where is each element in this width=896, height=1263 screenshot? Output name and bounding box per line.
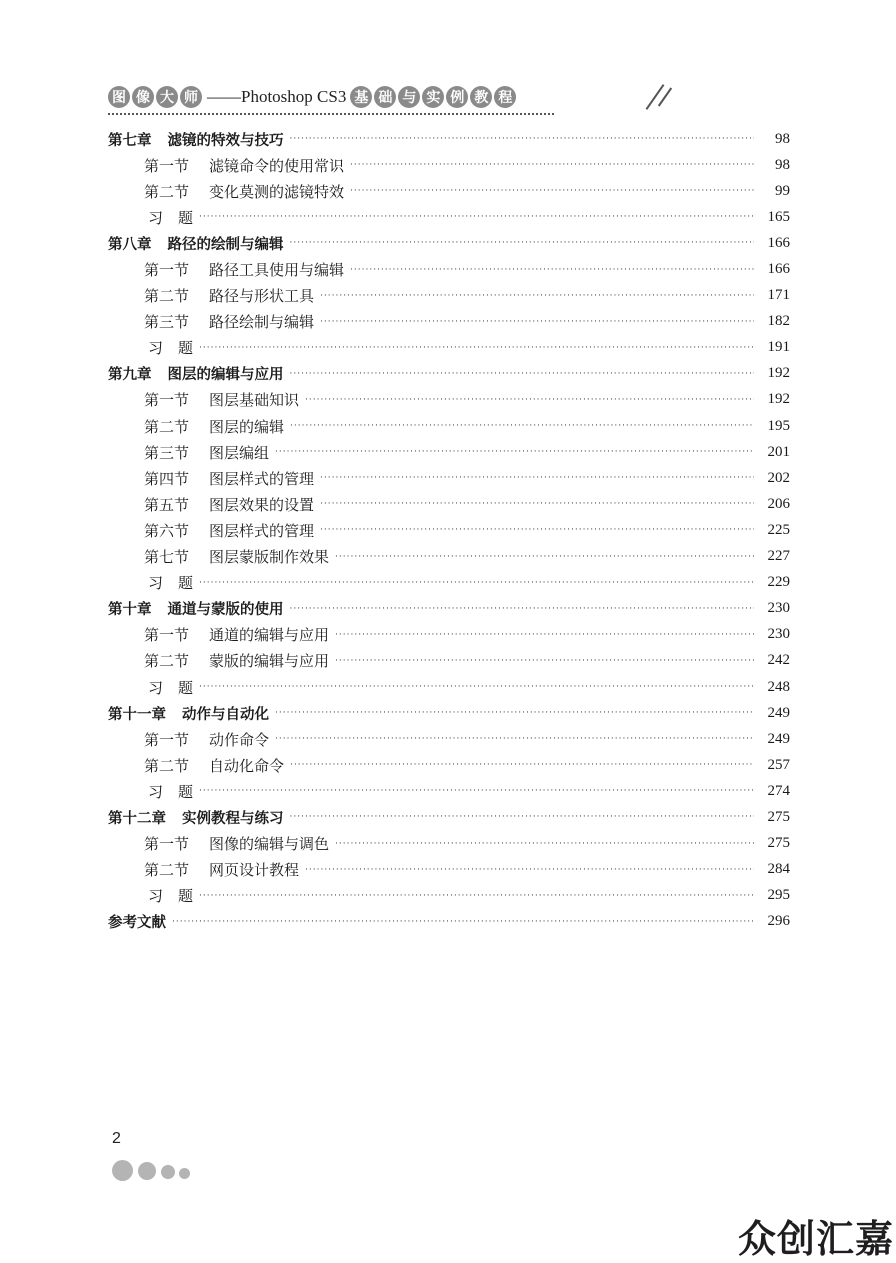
- toc-entry-title: 动作与自动化: [182, 706, 269, 723]
- header-slash-decoration: [646, 84, 665, 110]
- toc-entry-number: 第四节: [144, 469, 190, 488]
- toc-entry-title: 路径工具使用与编辑: [209, 261, 345, 280]
- toc-entry-title: 自动化命令: [209, 756, 285, 775]
- header-char: 程: [494, 86, 516, 108]
- toc-section-row: [108, 387, 790, 413]
- toc-dot-leader: [305, 392, 754, 408]
- toc-entry-number: 第二节: [144, 861, 190, 880]
- toc-entry-number: 第八章: [108, 236, 152, 253]
- toc-page-number: 182: [767, 313, 790, 330]
- toc-page-number: 166: [767, 261, 790, 278]
- toc-page-number: 206: [767, 495, 790, 512]
- toc-entry-title: 图层的编辑: [209, 417, 285, 436]
- toc-dot-leader: [335, 627, 754, 643]
- toc-entry-number: 第二节: [144, 652, 190, 671]
- toc-entry-title: 习 题: [148, 339, 194, 358]
- toc-chapter-row: [108, 700, 790, 726]
- toc-dot-leader: [320, 314, 754, 330]
- toc-section-row: [108, 726, 790, 752]
- toc-page-number: 295: [767, 887, 790, 904]
- toc-dot-leader: [350, 262, 754, 278]
- toc-page-number: 275: [767, 835, 790, 852]
- toc-entry-number: 第二节: [144, 417, 190, 436]
- toc-entry-number: 第一节: [144, 391, 190, 410]
- toc-page-number: 296: [767, 913, 790, 930]
- toc-dot-leader: [172, 914, 754, 930]
- toc-page-number: 229: [767, 574, 790, 591]
- toc-page-number: 201: [767, 443, 790, 460]
- toc-exercise-row: [108, 883, 790, 909]
- toc-dot-leader: [290, 418, 754, 434]
- toc-dot-leader: [290, 131, 755, 147]
- header-char: 例: [446, 86, 468, 108]
- toc-entry-title: 通道与蒙版的使用: [167, 602, 284, 619]
- toc-entry-title: 通道的编辑与应用: [209, 626, 330, 645]
- toc-entry-number: 第十一章: [108, 706, 166, 723]
- toc-entry-number: 第二节: [144, 756, 190, 775]
- toc-exercise-row: [108, 335, 790, 361]
- toc-entry-title: 图层的编辑与应用: [167, 367, 284, 384]
- toc-section-row: [108, 857, 790, 883]
- toc-section-row: [108, 752, 790, 778]
- toc-section-row: [108, 648, 790, 674]
- header-char: 实: [422, 86, 444, 108]
- toc-entry-title: 路径绘制与编辑: [209, 313, 315, 332]
- toc-entry-number: 第一节: [144, 626, 190, 645]
- toc-page-number: 195: [767, 417, 790, 434]
- toc-page-number: 248: [767, 678, 790, 695]
- toc-exercise-row: [108, 778, 790, 804]
- toc-exercise-row: [108, 674, 790, 700]
- toc-entry-title: 习 题: [148, 678, 194, 697]
- toc-entry-title: 图层样式的管理: [209, 469, 315, 488]
- toc-chapter-row: [108, 909, 790, 935]
- toc-dot-leader: [290, 366, 755, 382]
- toc-page-number: 275: [767, 808, 790, 825]
- toc-entry-number: 第一节: [144, 730, 190, 749]
- toc-dot-leader: [199, 340, 754, 356]
- toc-dot-leader: [199, 209, 754, 225]
- toc-page-number: 242: [767, 652, 790, 669]
- footer-dot: [161, 1165, 175, 1179]
- header-char: 像: [132, 86, 154, 108]
- toc-section-row: [108, 152, 790, 178]
- toc-page-number: 202: [767, 469, 790, 486]
- toc-chapter-row: [108, 804, 790, 830]
- toc-entry-title: 习 题: [148, 782, 194, 801]
- toc-chapter-row: [108, 230, 790, 256]
- toc-page-number: 227: [767, 548, 790, 565]
- toc-entry-title: 习 题: [148, 887, 194, 906]
- footer-dot: [112, 1160, 133, 1181]
- toc-section-row: [108, 465, 790, 491]
- toc-entry-number: 第十二章: [108, 810, 166, 827]
- toc-dot-leader: [350, 157, 754, 173]
- toc-page-number: 192: [767, 365, 790, 382]
- toc-entry-title: 动作命令: [209, 730, 270, 749]
- toc-section-row: [108, 413, 790, 439]
- toc-entry-title: 滤镜命令的使用常识: [209, 156, 345, 175]
- page-number: 2: [112, 1130, 121, 1147]
- toc-section-row: [108, 256, 790, 282]
- toc-dot-leader: [320, 288, 754, 304]
- toc-exercise-row: [108, 204, 790, 230]
- toc-entry-title: 图层效果的设置: [209, 495, 315, 514]
- toc-entry-number: 第三节: [144, 443, 190, 462]
- toc-page-number: 165: [767, 208, 790, 225]
- toc-page-number: 274: [767, 782, 790, 799]
- header-char: 图: [108, 86, 130, 108]
- toc-entry-title: 习 题: [148, 574, 194, 593]
- toc-dot-leader: [320, 496, 754, 512]
- toc-entry-number: 第二节: [144, 287, 190, 306]
- toc-chapter-row: [108, 596, 790, 622]
- table-of-contents: [108, 126, 790, 935]
- toc-section-row: [108, 517, 790, 543]
- toc-entry-number: 第七章: [108, 132, 152, 149]
- header-middle-text: ——Photoshop CS3: [207, 87, 347, 106]
- header-char: 基: [350, 86, 372, 108]
- toc-section-row: [108, 491, 790, 517]
- toc-dot-leader: [350, 183, 754, 199]
- toc-entry-number: 第一节: [144, 835, 190, 854]
- toc-section-row: [108, 439, 790, 465]
- toc-entry-number: 第一节: [144, 156, 190, 175]
- header-char: 师: [180, 86, 202, 108]
- toc-entry-number: 第十章: [108, 602, 152, 619]
- toc-entry-title: 蒙版的编辑与应用: [209, 652, 330, 671]
- running-header: [108, 82, 568, 116]
- toc-page-number: 230: [767, 626, 790, 643]
- toc-dot-leader: [199, 575, 754, 591]
- toc-page-number: 284: [767, 861, 790, 878]
- toc-entry-title: 变化莫测的滤镜特效: [209, 182, 345, 201]
- toc-dot-leader: [320, 522, 754, 538]
- toc-dot-leader: [275, 731, 754, 747]
- toc-page-number: 249: [767, 704, 790, 721]
- toc-entry-title: 路径与形状工具: [209, 287, 315, 306]
- toc-entry-title: 路径的绘制与编辑: [167, 236, 284, 253]
- header-title: [108, 86, 518, 108]
- toc-section-row: [108, 622, 790, 648]
- toc-page-number: 98: [775, 156, 790, 173]
- toc-entry-number: 第一节: [144, 261, 190, 280]
- toc-entry-number: 第九章: [108, 367, 152, 384]
- toc-section-row: [108, 544, 790, 570]
- toc-entry-title: 习 题: [148, 208, 194, 227]
- toc-dot-leader: [305, 862, 754, 878]
- toc-entry-number: 第三节: [144, 313, 190, 332]
- toc-page-number: 225: [767, 521, 790, 538]
- toc-dot-leader: [199, 679, 754, 695]
- toc-section-row: [108, 831, 790, 857]
- toc-entry-title: 网页设计教程: [209, 861, 300, 880]
- toc-dot-leader: [275, 705, 754, 721]
- toc-entry-title: 图层蒙版制作效果: [209, 548, 330, 567]
- toc-dot-leader: [199, 783, 754, 799]
- footer-dot: [179, 1168, 190, 1179]
- toc-entry-title: 图像的编辑与调色: [209, 835, 330, 854]
- toc-page-number: 98: [775, 130, 790, 147]
- toc-chapter-row: [108, 126, 790, 152]
- toc-entry-number: 第七节: [144, 548, 190, 567]
- toc-page-number: 171: [767, 287, 790, 304]
- toc-exercise-row: [108, 570, 790, 596]
- toc-chapter-row: [108, 361, 790, 387]
- toc-page-number: 192: [767, 391, 790, 408]
- header-char: 础: [374, 86, 396, 108]
- toc-dot-leader: [290, 601, 755, 617]
- header-char: 与: [398, 86, 420, 108]
- toc-entry-title: 图层编组: [209, 443, 270, 462]
- header-char: 教: [470, 86, 492, 108]
- watermark-logo: 众创汇嘉: [738, 1217, 895, 1261]
- toc-entry-title: 参考文献: [108, 915, 166, 932]
- toc-entry-number: 第五节: [144, 495, 190, 514]
- toc-entry-title: 图层样式的管理: [209, 521, 315, 540]
- toc-dot-leader: [335, 836, 754, 852]
- toc-page-number: 166: [767, 234, 790, 251]
- toc-dot-leader: [199, 888, 754, 904]
- toc-entry-title: 图层基础知识: [209, 391, 300, 410]
- header-dotted-rule: [108, 113, 554, 115]
- toc-section-row: [108, 309, 790, 335]
- toc-page-number: 191: [767, 339, 790, 356]
- toc-dot-leader: [320, 470, 754, 486]
- toc-entry-number: 第六节: [144, 521, 190, 540]
- toc-section-row: [108, 178, 790, 204]
- toc-section-row: [108, 283, 790, 309]
- toc-page-number: 99: [775, 182, 790, 199]
- toc-dot-leader: [335, 653, 754, 669]
- toc-dot-leader: [290, 757, 754, 773]
- toc-page-number: 257: [767, 756, 790, 773]
- toc-page-number: 249: [767, 730, 790, 747]
- toc-page-number: 230: [767, 600, 790, 617]
- toc-dot-leader: [275, 444, 754, 460]
- toc-entry-title: 滤镜的特效与技巧: [167, 132, 284, 149]
- toc-dot-leader: [290, 235, 755, 251]
- toc-entry-number: 第二节: [144, 182, 190, 201]
- footer-dot: [138, 1162, 156, 1180]
- header-char: 大: [156, 86, 178, 108]
- toc-dot-leader: [335, 549, 754, 565]
- toc-entry-title: 实例教程与练习: [182, 810, 284, 827]
- toc-dot-leader: [290, 809, 755, 825]
